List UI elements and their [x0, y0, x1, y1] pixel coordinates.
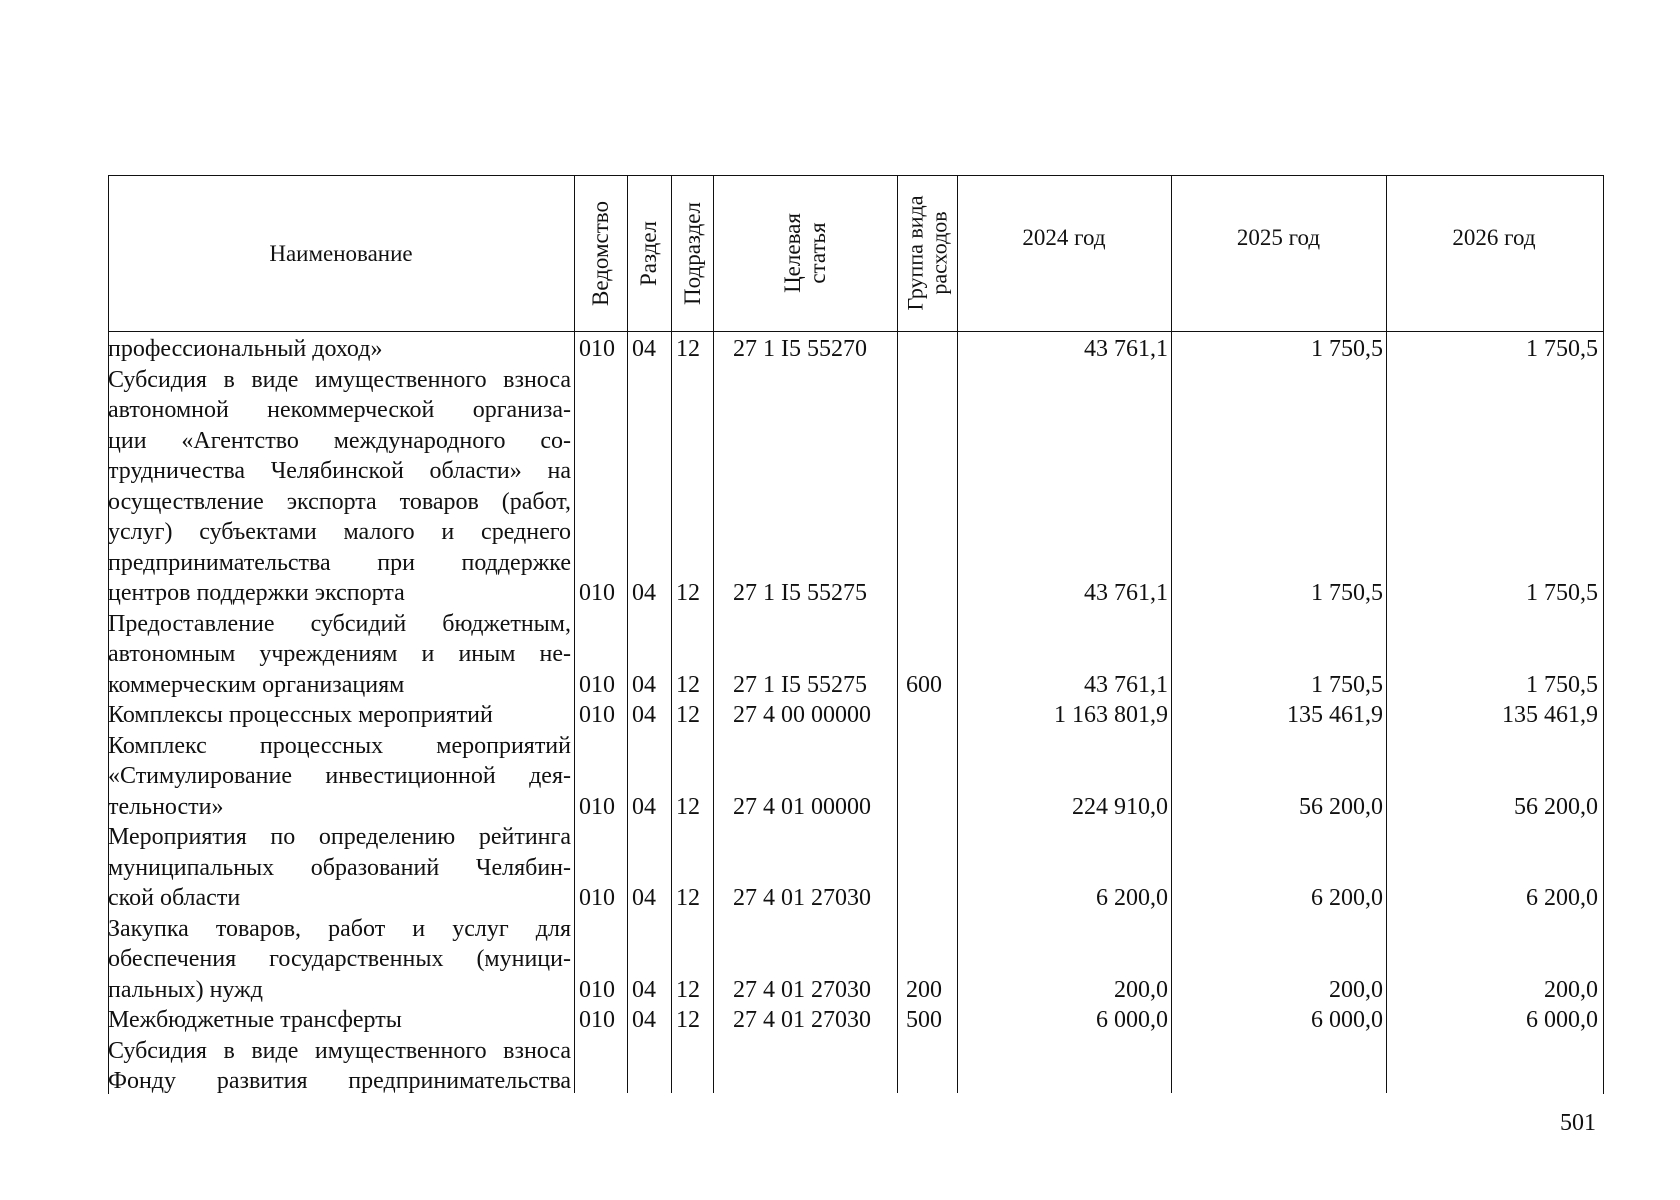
- cell-y2026: 1 750,5: [1526, 671, 1598, 698]
- cell-cs: 27 4 00 00000: [733, 702, 871, 728]
- row-name-line: пальных) нужд: [108, 976, 263, 1003]
- cell-cs: 27 1 I5 55275: [733, 580, 867, 606]
- cell-y2024: 6 000,0: [1096, 1007, 1168, 1033]
- cell-y2025: 1 750,5: [1311, 580, 1383, 606]
- cell-ved: 010: [579, 336, 615, 362]
- cell-ved: 010: [579, 1007, 615, 1033]
- row-name-line: Фонду развития предпринимательства: [108, 1068, 571, 1094]
- row-name-line: автономным учреждениям и иным не-: [108, 641, 571, 667]
- cell-razd: 04: [632, 885, 656, 911]
- row-name-line: Закупка товаров, работ и услуг для: [108, 915, 571, 942]
- row-name-line: обеспечения государственных (муници-: [108, 946, 571, 972]
- header-2025: 2025 год: [1236, 225, 1321, 250]
- cell-y2025: 200,0: [1329, 976, 1383, 1003]
- row-name-line: Комплексы процессных мероприятий: [108, 702, 493, 728]
- cell-vr: 500: [906, 1007, 942, 1033]
- row-name-line: автономной некоммерческой организа-: [108, 397, 571, 423]
- cell-ved: 010: [579, 671, 615, 698]
- cell-y2025: 1 750,5: [1311, 671, 1383, 698]
- cell-cs: 27 4 01 27030: [733, 885, 871, 911]
- row-name-line: коммерческим организациям: [108, 671, 405, 698]
- row-name-line: тельности»: [108, 793, 224, 820]
- cell-y2026: 200,0: [1544, 976, 1598, 1003]
- header-celevaya-statya: Целевая статья: [779, 213, 830, 293]
- row-name-line: Предоставление субсидий бюджетным,: [108, 610, 571, 637]
- row-name: [108, 700, 571, 731]
- row-name-line: «Стимулирование инвестиционной дея-: [108, 763, 571, 789]
- cell-razd: 04: [632, 702, 656, 728]
- header-2026: 2026 год: [1452, 225, 1536, 250]
- row-name: [108, 365, 571, 609]
- row-name-line: предпринимательства при поддержке: [108, 549, 571, 576]
- row-name-line: ции «Агентство международного со-: [108, 427, 571, 454]
- cell-y2025: 6 200,0: [1311, 885, 1383, 911]
- row-name-line: центров поддержки экспорта: [108, 580, 405, 606]
- cell-razd: 04: [632, 336, 656, 362]
- cell-ved: 010: [579, 580, 615, 606]
- cell-cs: 27 4 01 27030: [733, 1007, 871, 1033]
- cell-ved: 010: [579, 793, 615, 820]
- row-name-line: Межбюджетные трансферты: [108, 1007, 402, 1033]
- row-name: [108, 914, 571, 1006]
- header-gruppa-vida-rashodov: Группа вида расходов: [902, 195, 952, 311]
- cell-y2024: 200,0: [1114, 976, 1168, 1003]
- cell-razd: 04: [632, 976, 656, 1003]
- cell-podr: 12: [676, 671, 700, 698]
- row-name-line: Субсидия в виде имущественного взноса: [108, 366, 571, 393]
- cell-vr: 600: [906, 671, 942, 698]
- row-name-line: услуг) субъектами малого и среднего: [108, 519, 571, 545]
- cell-razd: 04: [632, 793, 656, 820]
- cell-podr: 12: [676, 580, 700, 606]
- row-name-line: муниципальных образований Челябин-: [108, 854, 571, 881]
- cell-cs: 27 4 01 27030: [733, 976, 871, 1003]
- cell-cs: 27 1 I5 55275: [733, 671, 867, 698]
- cell-razd: 04: [632, 671, 656, 698]
- row-name-line: ской области: [108, 885, 241, 911]
- cell-y2026: 6 000,0: [1526, 1007, 1598, 1033]
- row-name-line: осуществление экспорта товаров (работ,: [108, 488, 571, 515]
- page-number: 501: [1560, 1110, 1596, 1136]
- row-name-line: Мероприятия по определению рейтинга: [108, 824, 571, 850]
- row-name: [108, 609, 571, 701]
- header-name: Наименование: [269, 240, 413, 266]
- row-name: [108, 334, 571, 365]
- cell-y2026: 56 200,0: [1514, 793, 1598, 820]
- cell-y2026: 135 461,9: [1502, 702, 1598, 728]
- cell-vr: 200: [906, 976, 942, 1003]
- cell-y2024: 6 200,0: [1096, 885, 1168, 911]
- cell-y2025: 1 750,5: [1311, 336, 1383, 362]
- cell-cs: 27 4 01 00000: [733, 793, 871, 820]
- cell-podr: 12: [676, 793, 700, 820]
- cell-ved: 010: [579, 702, 615, 728]
- cell-y2026: 1 750,5: [1526, 336, 1598, 362]
- cell-y2024: 43 761,1: [1084, 336, 1168, 362]
- cell-podr: 12: [676, 976, 700, 1003]
- cell-ved: 010: [579, 885, 615, 911]
- header-podrazdel: Подраздел: [679, 201, 705, 305]
- cell-y2024: 224 910,0: [1072, 793, 1168, 820]
- cell-y2026: 1 750,5: [1526, 580, 1598, 606]
- cell-y2024: 1 163 801,9: [1054, 702, 1168, 728]
- cell-cs: 27 1 I5 55270: [733, 336, 867, 362]
- cell-y2025: 6 000,0: [1311, 1007, 1383, 1033]
- cell-y2024: 43 761,1: [1084, 580, 1168, 606]
- cell-podr: 12: [676, 702, 700, 728]
- cell-razd: 04: [632, 1007, 656, 1033]
- cell-podr: 12: [676, 1007, 700, 1033]
- row-name-line: Комплекс процессных мероприятий: [108, 732, 571, 759]
- cell-y2024: 43 761,1: [1084, 671, 1168, 698]
- cell-y2025: 135 461,9: [1287, 702, 1383, 728]
- cell-y2025: 56 200,0: [1299, 793, 1383, 820]
- header-vedomstvo: Ведомство: [588, 200, 613, 306]
- cell-podr: 12: [676, 885, 700, 911]
- row-name: [108, 822, 571, 914]
- cell-y2026: 6 200,0: [1526, 885, 1598, 911]
- cell-ved: 010: [579, 976, 615, 1003]
- row-name: [108, 1036, 571, 1097]
- row-name: [108, 731, 571, 823]
- row-name: [108, 1005, 571, 1036]
- row-name-line: профессиональный доход»: [108, 336, 383, 362]
- cell-podr: 12: [676, 336, 700, 362]
- header-2024: 2024 год: [1022, 225, 1106, 250]
- cell-razd: 04: [632, 580, 656, 606]
- row-name-line: трудничества Челябинской области» на: [108, 458, 571, 484]
- header-razdel: Раздел: [636, 220, 662, 286]
- row-name-line: Субсидия в виде имущественного взноса: [108, 1037, 571, 1064]
